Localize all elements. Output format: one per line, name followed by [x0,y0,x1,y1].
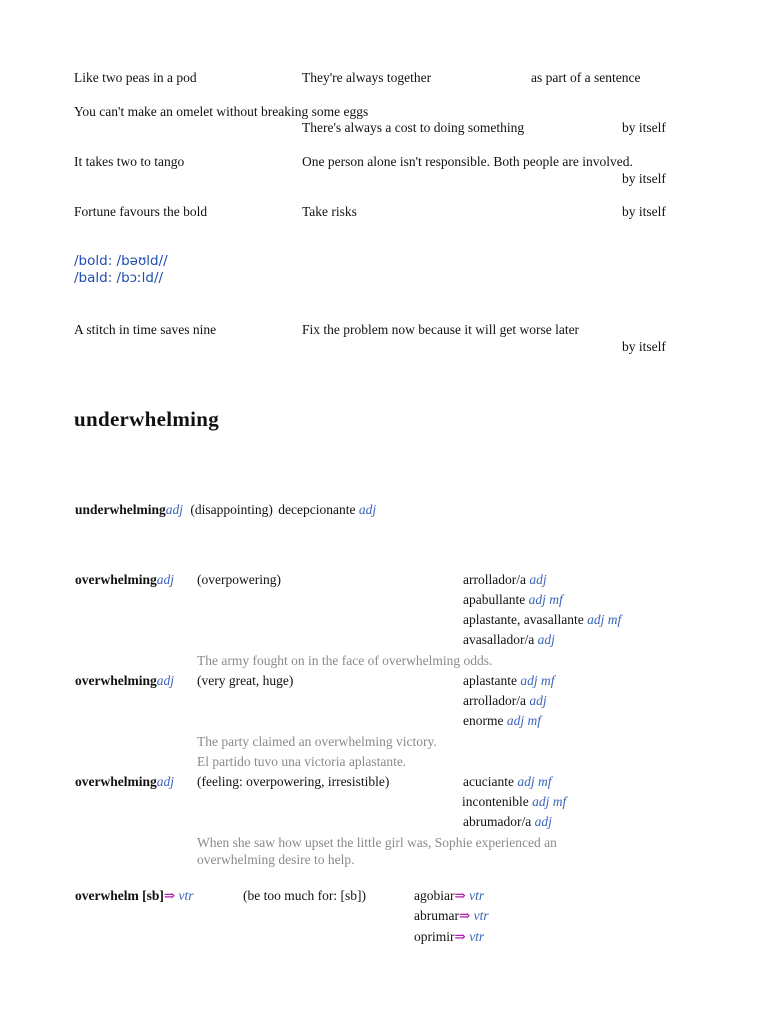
entry-head [75,571,174,588]
translation [463,571,547,588]
translation-text: apabullante [463,592,526,607]
idiom-usage: as part of a sentence [531,70,641,85]
translation-text: aplastante [463,673,517,688]
pronunciation-bald: /bald: /bɔːld// [74,270,164,286]
sense: (disappointing) [190,502,273,517]
translation-pos: adj mf [532,794,567,809]
translation-pos: vtr [469,888,485,903]
idiom-phrase: Like two peas in a pod [74,70,197,85]
idiom-usage: by itself [622,339,666,354]
translation [463,631,555,648]
headword: overwhelm [sb] [75,888,164,903]
sense: (overpowering) [197,572,281,587]
pronunciation-bold: /bold: /bəʊld// [74,253,168,269]
example-translation: El partido tuvo una victoria aplastante. [197,754,407,769]
translation-pos: adj [358,502,377,517]
example-sentence: When she saw how upset the little girl was, Sophie experienced an [197,835,557,850]
headword: overwhelming [75,572,157,587]
translation-pos: adj mf [587,612,622,627]
translation-text: acuciante [463,774,514,789]
example-sentence: The army fought on in the face of overwhelming odds. [197,653,493,668]
sense: (very great, huge) [197,673,294,688]
idiom-phrase: You can't make an omelet without breaking some eggs [74,104,369,119]
idiom-usage: by itself [622,204,666,219]
translation-pos: adj mf [506,713,541,728]
translation [414,907,489,924]
idiom-phrase: Fortune favours the bold [74,204,208,219]
translation-pos: adj [529,693,547,708]
translation [463,692,547,709]
dictionary-entry-underwhelming [75,501,376,518]
idiom-meaning: Take risks [302,204,357,219]
translation [463,813,552,830]
idiom-phrase: A stitch in time saves nine [74,322,217,337]
translation-text: oprimir [414,929,455,944]
translation-pos: adj mf [528,592,563,607]
translation-pos: adj [537,632,555,647]
translation-text: abrumador/a [463,814,532,829]
translation-pos: adj mf [517,774,552,789]
translation-pos: vtr [469,929,485,944]
example-sentence-continued: overwhelming desire to help. [197,852,355,867]
page-heading: underwhelming [74,407,220,431]
conjugation-arrow-icon: ⇒ [454,888,466,903]
translation-text: arrollador/a [463,693,526,708]
translation [414,887,484,904]
example-sentence: The party claimed an overwhelming victory. [197,734,437,749]
conjugation-arrow-icon: ⇒ [454,929,466,944]
entry-head [75,672,174,689]
translation-text: arrollador/a [463,572,526,587]
part-of-speech: adj [156,774,175,789]
translation-pos: adj [534,814,552,829]
entry-head [75,887,194,904]
translation-text: aplastante, avasallante [463,612,584,627]
translation: decepcionante [278,502,356,517]
translation [463,591,563,608]
idiom-usage: by itself [622,120,666,135]
idiom-usage: by itself [622,171,666,186]
idiom-phrase: It takes two to tango [74,154,185,169]
part-of-speech: adj [165,502,184,517]
translation-pos: adj mf [520,673,555,688]
idiom-meaning: There's always a cost to doing something [302,120,525,135]
part-of-speech: adj [156,673,175,688]
idiom-meaning: One person alone isn't responsible. Both people are involved. [302,154,633,169]
conjugation-arrow-icon: ⇒ [458,908,471,923]
sense: (feeling: overpowering, irresistible) [197,774,390,789]
translation-text: incontenible [462,794,529,809]
sense: (be too much for: [sb]) [243,888,366,903]
translation-text: avasallador/a [463,632,535,647]
translation [462,793,566,810]
conjugation-arrow-icon: ⇒ [163,888,176,903]
idiom-meaning: They're always together [302,70,432,85]
translation [463,611,621,628]
headword: overwhelming [75,774,157,789]
translation [463,773,551,790]
translation [463,672,555,689]
part-of-speech: adj [156,572,175,587]
translation-text: enorme [463,713,504,728]
headword: underwhelming [75,502,166,517]
translation [463,712,541,729]
part-of-speech: vtr [178,888,194,903]
idiom-meaning: Fix the problem now because it will get worse later [302,322,580,337]
translation [414,928,484,945]
translation-pos: vtr [473,908,489,923]
translation-text: agobiar [414,888,455,903]
translation-pos: adj [529,572,547,587]
translation-text: abrumar [414,908,459,923]
headword: overwhelming [75,673,157,688]
entry-head [75,773,174,790]
